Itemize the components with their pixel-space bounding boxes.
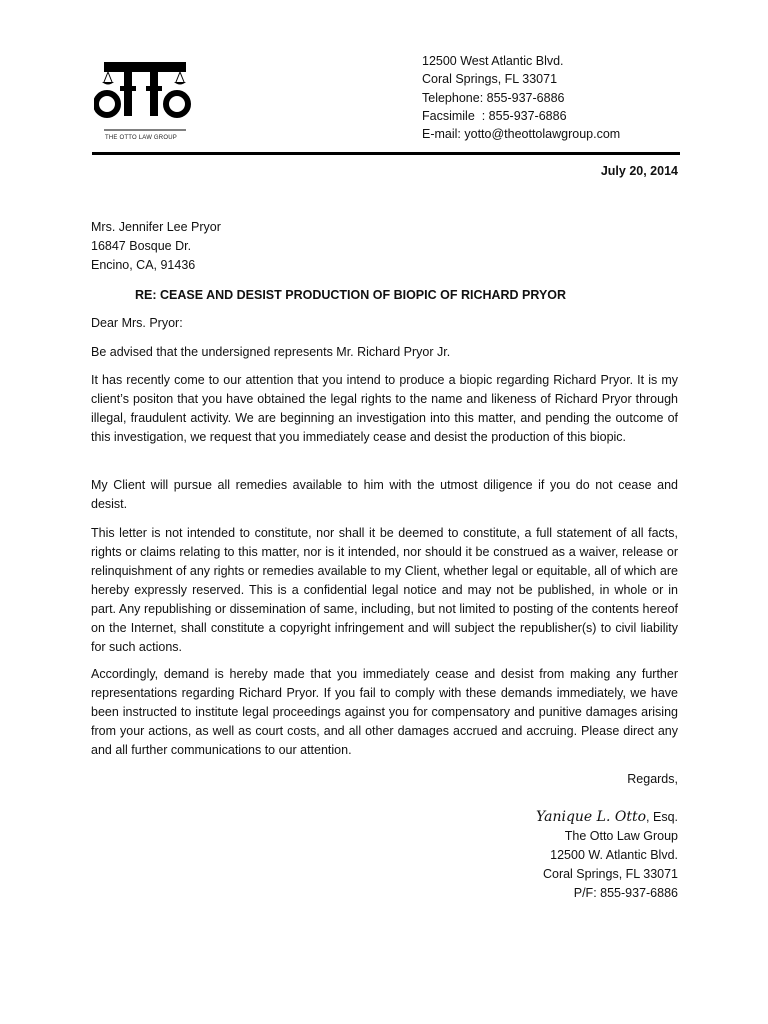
- header-divider: [92, 152, 680, 155]
- signature-suffix: , Esq.: [646, 810, 678, 824]
- signature-city: Coral Springs, FL 33071: [542, 867, 678, 881]
- letterhead-telephone: Telephone: 855-937-6886: [422, 90, 565, 105]
- body-paragraph: Accordingly, demand is hereby made that you immediately cease and desist from making any further representations regarding Richard Pryor. If you fail to comply with these demands immediately, we have been instructed to institute legal proceedings against you for compensatory and punitive damages arising from your actions, as well as court costs, and all other damages accrued and accruing. Please direct any and all further communications to our attention.: [91, 667, 678, 757]
- salutation: Dear Mrs. Pryor:: [91, 316, 183, 330]
- letter-date: July 20, 2014: [600, 164, 678, 178]
- letterhead-address: [422, 52, 620, 143]
- signature-block: [536, 808, 678, 903]
- recipient-address: [91, 218, 221, 275]
- recipient-name: Mrs. Jennifer Lee Pryor: [91, 220, 221, 234]
- recipient-street: 16847 Bosque Dr.: [91, 239, 192, 253]
- subject-line: RE: CEASE AND DESIST PRODUCTION OF BIOPIC OF RICHARD PRYOR: [135, 288, 567, 302]
- intro-paragraph: Be advised that the undersigned represents Mr. Richard Pryor Jr.: [91, 345, 451, 359]
- signature-line: [536, 808, 678, 827]
- body-paragraph: This letter is not intended to constitute, nor shall it be deemed to constitute, a full statement of all facts, rights or claims relating to this matter, nor is it intended, nor should it be construed as a waiver, release or relinquishment of any rights or remedies available to my Client, whether legal or equitable, all of which are hereby expressly reserved. This is a confidential legal notice and may not be published, in whole or in part. Any republishing or dissemination of same, including, but not limited to posting of the contents hereof on the Internet, shall constitute a copyright infringement and will subject the republisher(s) to civil liability for such actions.: [91, 526, 678, 654]
- letterhead-street: 12500 West Atlantic Blvd.: [422, 54, 564, 68]
- signature-firm: The Otto Law Group: [564, 829, 678, 843]
- body-paragraph: My Client will pursue all remedies available to him with the utmost diligence if you do not cease and desist.: [91, 478, 678, 511]
- letterhead-email: E-mail: yotto@theottolawgroup.com: [422, 127, 621, 142]
- recipient-city: Encino, CA, 91436: [91, 258, 196, 272]
- letterhead-facsimile: Facsimile : 855-937-6886: [422, 108, 567, 123]
- signature-name: Yanique L. Otto: [535, 809, 647, 825]
- signature-phone: P/F: 855-937-6886: [573, 886, 678, 900]
- otto-logo-mark: [94, 60, 194, 146]
- closing: Regards,: [627, 772, 678, 786]
- firm-logo: [94, 60, 194, 146]
- logo-caption: THE OTTO LAW GROUP: [105, 135, 177, 141]
- signature-street: 12500 W. Atlantic Blvd.: [550, 848, 678, 862]
- body-paragraph: It has recently come to our attention that you intend to produce a biopic regarding Richard Pryor. It is my client’s positon that you have obtained the legal rights to the name and likeness of Richard Pryor through illegal, fraudulent activity. We are beginning an investigation into this matter, and pending the outcome of this investigation, we request that you immediately cease and desist the production of this biopic.: [91, 373, 678, 444]
- letterhead-city: Coral Springs, FL 33071: [422, 72, 558, 87]
